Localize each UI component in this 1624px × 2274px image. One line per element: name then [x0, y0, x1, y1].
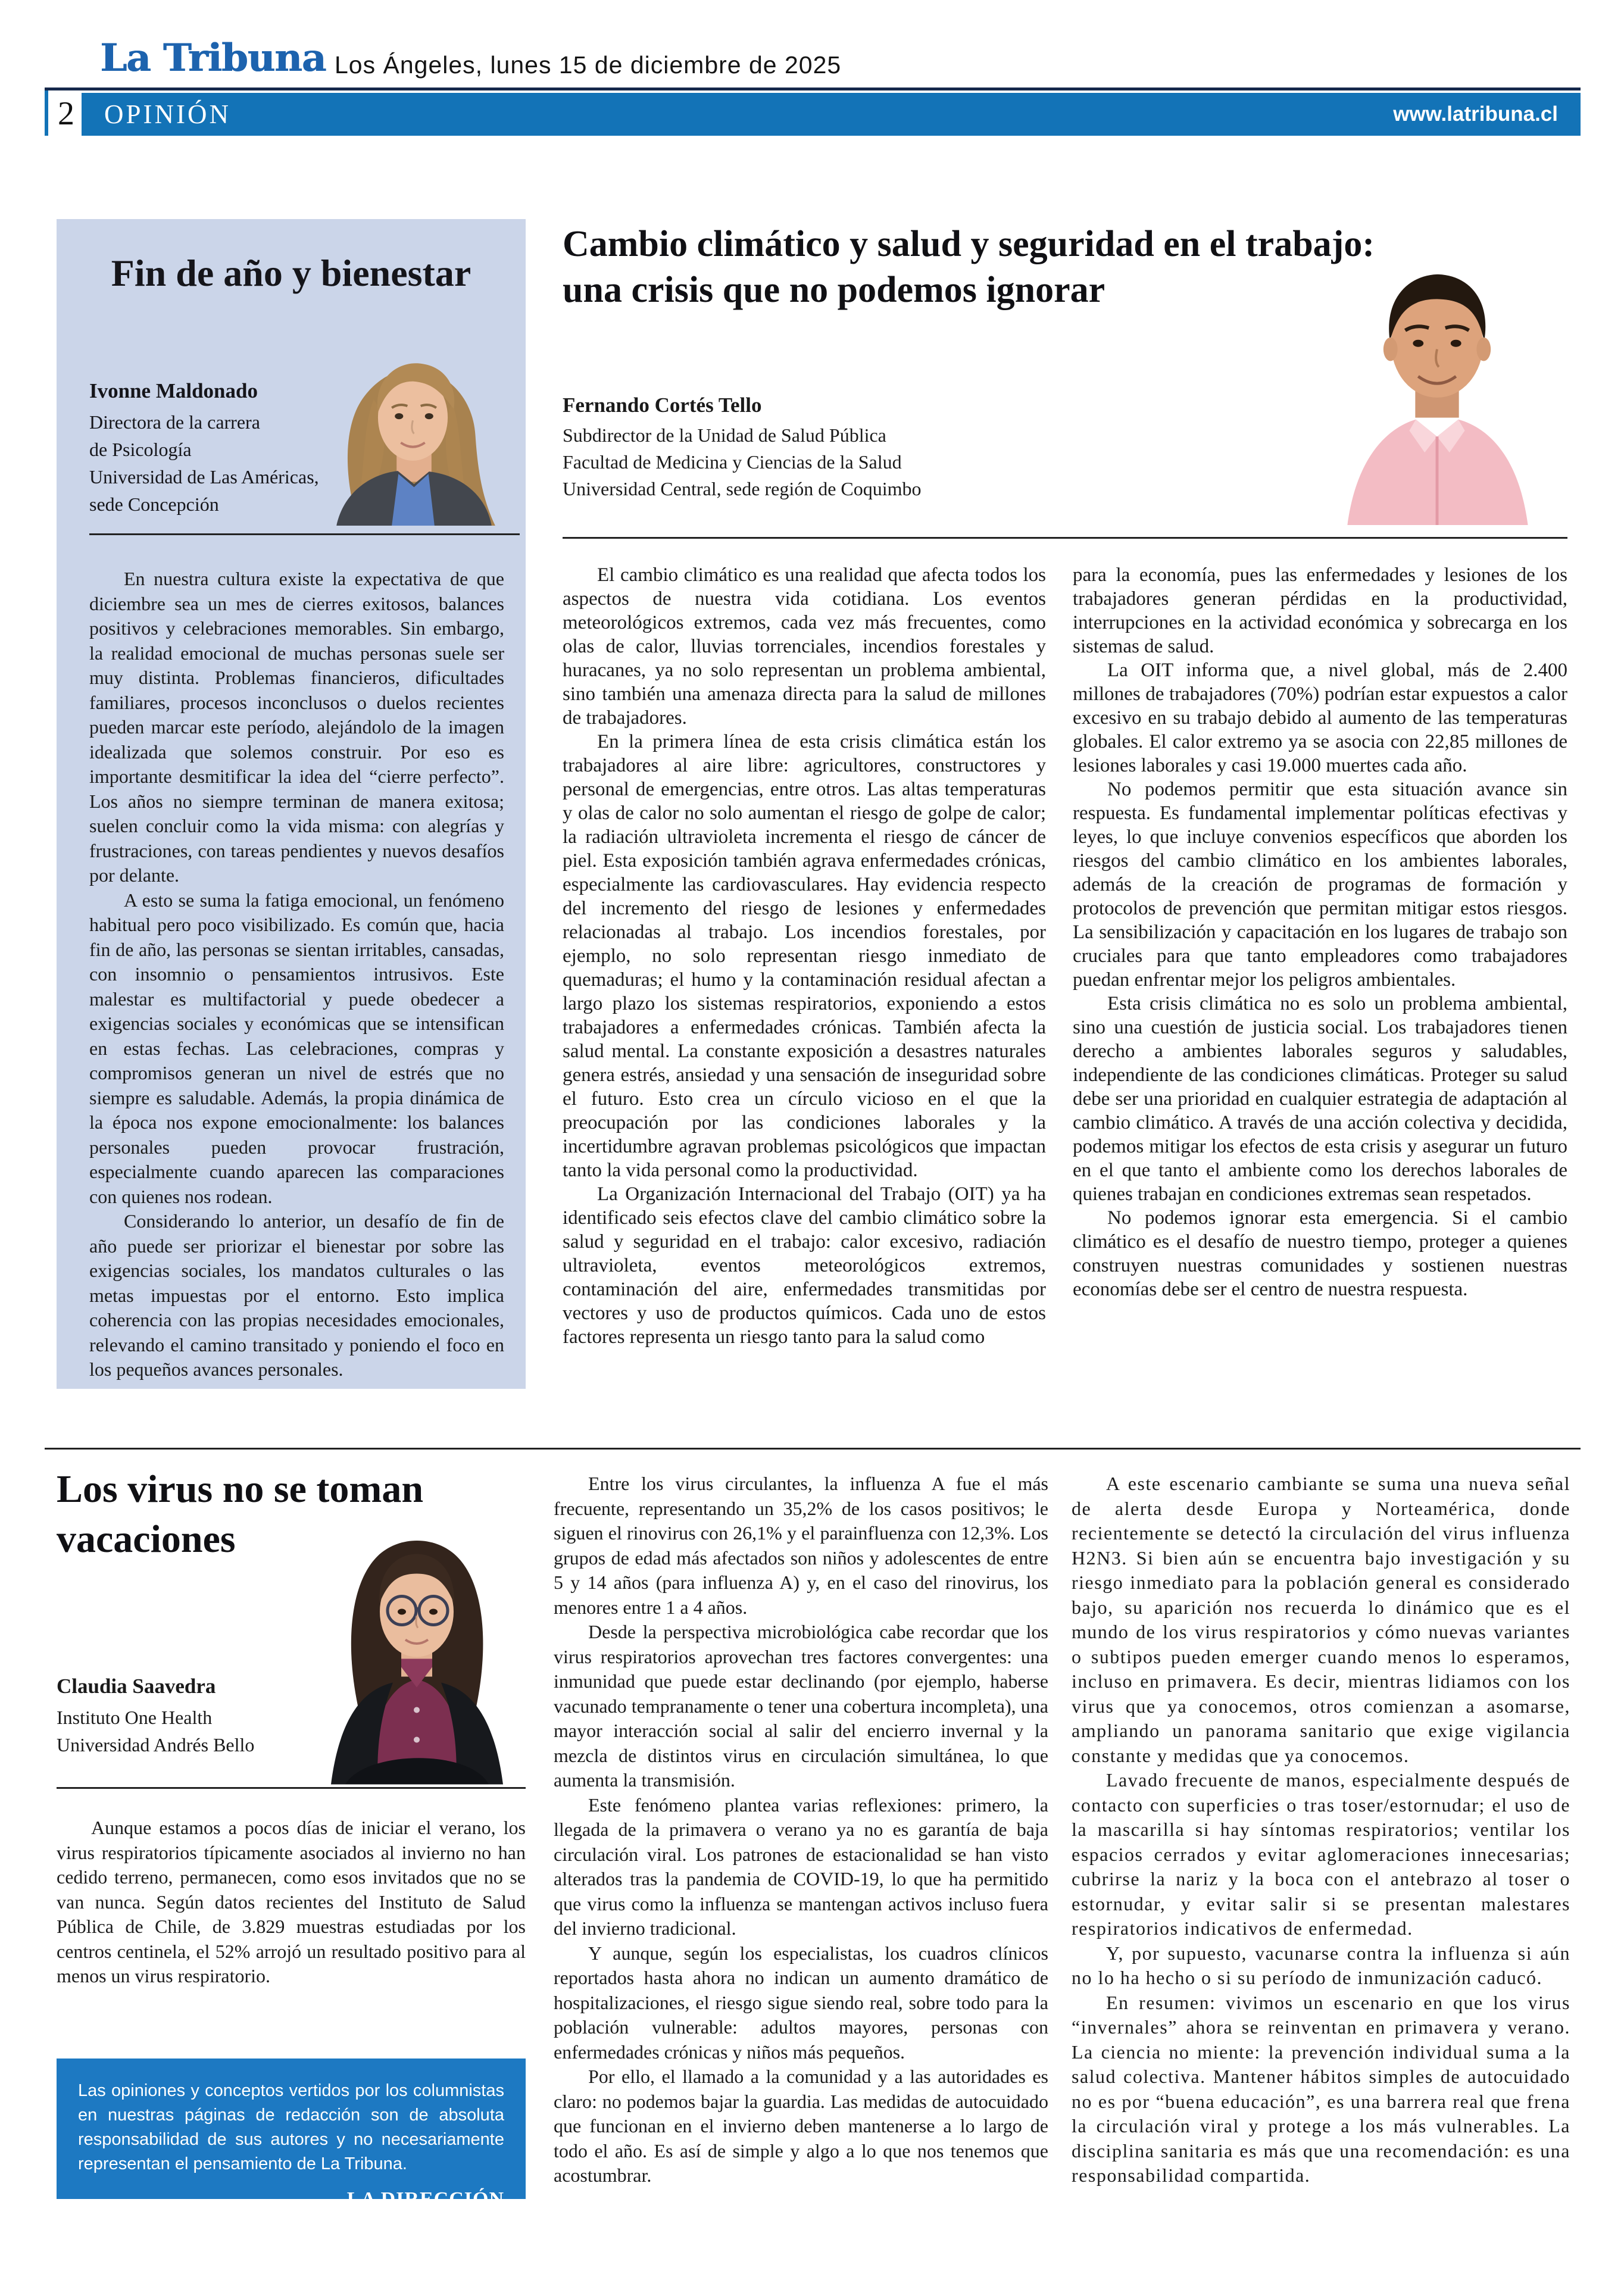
website-url: www.latribuna.cl — [1393, 102, 1558, 126]
body-paragraph: Aunque estamos a pocos días de iniciar el verano, los virus respiratorios típicamente asociados al invierno no han cedido terreno, permanecen, como esos invitados que no se van nunca. Según datos recientes del Instituto de Salud Pública de Chile, de 3.829 muestras estudiadas por los centros centinela, el 52% arrojó un resultado positivo para al menos un virus respiratorio. — [57, 1817, 526, 1986]
body-paragraph: Este fenómeno plantea varias reflexiones: primero, la llegada de la primavera o verano ya no es garantía de baja circulación viral. Los patrones de estacionalidad se han visto alterados tras la pandemia de COVID-19, lo que ha permitido que virus como la influenza se mantengan activos incluso fuera del invierno tradicional. — [554, 1794, 1048, 1939]
title-line: Los virus no se toman — [57, 1467, 424, 1511]
article-bienestar-title: Fin de año y bienestar — [111, 252, 471, 294]
author-name: Fernando Cortés Tello — [563, 393, 762, 417]
author-divider — [563, 537, 1567, 539]
body-paragraph: para la economía, pues las enfermedades y lesiones de los trabajadores generan pérdidas en la productividad, interrupciones en la actividad económica y sobrecarga en los sistemas de salud. — [1073, 564, 1567, 657]
author-photo-fernando-cortes — [1307, 260, 1567, 525]
author-role-line: Universidad de Las Américas, — [89, 466, 319, 488]
author-role-line: Instituto One Health — [57, 1707, 213, 1728]
author-role-line: Directora de la carrera — [89, 411, 260, 433]
author-role-line: Subdirector de la Unidad de Salud Pública — [563, 424, 886, 446]
section-bar — [82, 93, 1581, 136]
disclaimer-text: Las opiniones y conceptos vertidos por los columnistas en nuestras páginas de redacción son de absoluta responsabilidad de sus autores y no necesariamente representan el pensamiento de La Tribuna. — [78, 2081, 504, 2173]
header-divider — [45, 88, 1581, 90]
article-bienestar — [57, 219, 526, 1389]
body-paragraph: No podemos ignorar esta emergencia. Si el cambio climático es el desafío de nuestro tiempo, proteger a quienes construyen nuestras comunidades y sostienen nuestras economías debe ser el centro de nuestra respuesta. — [1073, 1207, 1567, 1300]
article-virus-column-1 — [57, 1816, 526, 1989]
body-paragraph: No podemos permitir que esta situación avance sin respuesta. Es fundamental implementar políticas efectivas y leyes, lo que incluye convenios específicos que aborden los riesgos del cambio climático en los ambientes laborales, además de la creación de programas de formación y protocolos de prevención que permitan mitigar estos riesgos. La sensibilización y capacitación en los lugares de trabajo son cruciales para que tanto empleadores como trabajadores puedan enfrentar mejor los peligros ambientales. — [1073, 779, 1567, 991]
title-line: una crisis que no podemos ignorar — [563, 270, 1105, 310]
title-line: vacaciones — [57, 1517, 236, 1561]
article-virus-column-3 — [1072, 1472, 1570, 2188]
title-line: Cambio climático y salud y seguridad en el trabajo: — [563, 224, 1375, 264]
date-line: Los Ángeles, lunes 15 de diciembre de 2025 — [335, 51, 842, 79]
article-clima-column-1 — [563, 563, 1046, 1349]
body-paragraph: Entre los virus circulantes, la influenza A fue el más frecuente, representando un 35,2% de los casos positivos; le siguen el rinovirus con 26,1% y el parainfluenza con 12,3%. Los grupos de edad más afectados son niños y adolescentes de entre 5 y 14 años (para influenza A) y, en el caso del rinovirus, los menores entre 1 a 4 años. — [554, 1473, 1048, 1618]
author-name: Claudia Saavedra — [57, 1675, 216, 1698]
article-clima-column-2 — [1073, 563, 1567, 1301]
body-paragraph: Por ello, el llamado a la comunidad y a las autoridades es claro: no podemos bajar la guardia. Las medidas de autocuidado que funcionan en el invierno deben mantenerse a lo largo de todo el año. Es así de simple y algo a lo que nos tenemos que acostumbrar. — [554, 2066, 1048, 2186]
author-name: Ivonne Maldonado — [89, 379, 258, 402]
article-bienestar-body — [89, 567, 504, 1382]
author-role-line: Universidad Central, sede región de Coquimbo — [563, 478, 922, 499]
body-paragraph: El cambio climático es una realidad que afecta todos los aspectos de nuestra vida cotidiana. Los eventos meteorológicos extremos, cada vez más frecuentes, como olas de calor, lluvias torrenciales, incendios forestales y huracanes, ya no solo representan un problema ambiental, sino también una amenaza directa para la salud de millones de trabajadores. — [563, 564, 1046, 729]
body-paragraph: En resumen: vivimos un escenario en que los virus “invernales” ahora se reinventan en primavera y verano. La ciencia no miente: la prevención individual suma a la salud colectiva. Mantener hábitos simples de autocuidado no es por “buena educación”, es una barrera real que frena la circulación viral y protege a los más vulnerables. La disciplina sanitaria es más que una recomendación: es una responsabilidad compartida. — [1072, 1991, 1570, 2186]
article-virus-column-2 — [554, 1472, 1048, 2188]
body-paragraph: Considerando lo anterior, un desafío de fin de año puede ser priorizar el bienestar por sobre las exigencias sociales, los mandatos culturales o las metas impuestas por el entorno. Esto implica coherencia con las propias necesidades emocionales, relevando el camino transitado y poniendo el foco en los pequeños avances personales. — [89, 1210, 504, 1380]
body-paragraph: A esto se suma la fatiga emocional, un fenómeno habitual pero poco visibilizado. Es común que, hacia fin de año, las personas se sientan irritables, cansadas, con insomnio o pensamientos intrusivos. Este malestar es multifactorial y puede obedecer a exigencias sociales y económicas que se intensifican en estas fechas. Las celebraciones, compras y compromisos generan un nivel de estrés que no siempre es saludable. Además, la propia dinámica de la época nos expone emocionalmente: los balances personales pueden provocar frustración, especialmente cuando aparecen las comparaciones con quienes nos rodean. — [89, 889, 504, 1207]
author-role-line: sede Concepción — [89, 493, 219, 515]
body-paragraph: Lavado frecuente de manos, especialmente después de contacto con superficies o tras toser/estornudar; el uso de la mascarilla si hay síntomas respiratorios; ventilar los espacios cerrados y evitar aglomeraciones innecesarias; cubrirse la nariz y la boca con el antebrazo al toser o estornudar, y evitar salir si se presentan malestares respiratorios indicativos de enfermedad. — [1072, 1769, 1570, 1939]
page-number: 2 — [58, 95, 74, 132]
article-bienestar-author — [89, 377, 319, 518]
body-paragraph: Y aunque, según los especialistas, los cuadros clínicos reportados hasta ahora no indican un aumento dramático de hospitalizaciones, el riesgo sigue siendo real, sobre todo para la población vulnerable: adultos mayores, personas con enfermedades crónicas y niños más pequeños. — [554, 1942, 1048, 2063]
author-divider — [89, 533, 520, 535]
author-role-line: Facultad de Medicina y Ciencias de la Salud — [563, 451, 902, 473]
body-paragraph: Y, por supuesto, vacunarse contra la influenza si aún no lo ha hecho o si su período de inmunización caducó. — [1072, 1942, 1570, 1988]
body-paragraph: En nuestra cultura existe la expectativa de que diciembre sea un mes de cierres exitosos, balances positivos y celebraciones memorables. Sin embargo, la realidad emocional de muchas personas suele ser muy distinta. Problemas financieros, dificultades familiares, procesos inconclusos o duelos recientes pueden marcar este período, alejándolo de la imagen idealizada que solemos construir. Por eso es importante desmitificar la idea del “cierre perfecto”. Los años no siempre terminan de manera exitosa; suelen concluir como la vida misma: con alegrías y frustraciones, con tareas pendientes y nuevos desafíos por delante. — [89, 568, 504, 886]
header-left-accent — [45, 90, 48, 136]
body-paragraph: En la primera línea de esta crisis climática están los trabajadores al aire libre: agricultores, constructores y personal de emergencias, entre otros. Las altas temperaturas y olas de calor no solo aumentan el riesgo de golpe de calor; la radiación ultravioleta incrementa el riesgo de cáncer de piel. Esta exposición también agrava enfermedades crónicas, especialmente las cardiovasculares. Hay evidencia respecto del incremento del riesgo de lesiones y enfermedades relacionadas al trabajo. Los incendios forestales, por ejemplo, no solo representan riesgo inmediato de quemaduras; el humo y la contaminación residual afectan a largo plazo los sistemas respiratorios, exponiendo a estos trabajadores a enfermedades crónicas. También afecta la salud mental. La constante exposición a desastres naturales genera estrés, ansiedad y una sensación de inseguridad sobre el futuro. Esto crea un círculo vicioso en el que la preocupación por las condiciones laborales y la incertidumbre agravan problemas psicológicos que impactan tanto la vida personal como la productividad. — [563, 731, 1046, 1181]
article-virus-author — [57, 1673, 254, 1758]
disclaimer-signature: LA DIRECCIÓN — [346, 2188, 504, 2210]
article-clima-author — [563, 392, 922, 502]
author-role-line: de Psicología — [89, 439, 192, 460]
author-role-line: Universidad Andrés Bello — [57, 1734, 255, 1756]
author-photo-claudia-saavedra — [308, 1512, 526, 1786]
editorial-disclaimer-box — [57, 2059, 526, 2210]
section-divider — [45, 1448, 1581, 1450]
author-photo-ivonne-maldonado — [301, 345, 524, 526]
section-title: OPINIÓN — [104, 99, 231, 129]
body-paragraph: La OIT informa que, a nivel global, más de 2.400 millones de trabajadores (70%) podrían estar expuestos a calor excesivo en su trabajo debido al aumento de las temperaturas globales. El calor extremo ya se asocia con 22,85 millones de lesiones laborales y casi 19.000 muertes cada año. — [1073, 660, 1567, 776]
author-divider — [57, 1787, 526, 1789]
body-paragraph: Desde la perspectiva microbiológica cabe recordar que los virus respiratorios aprovechan tres factores convergentes: una inmunidad que puede estar declinando (por ejemplo, haberse vacunado tempranamente o tener una cobertura incompleta), una mayor interacción social al salir del encierro invernal y la mezcla de distintos virus en circulación simultánea, lo que aumenta la transmisión. — [554, 1621, 1048, 1791]
body-paragraph: Esta crisis climática no es solo un problema ambiental, sino una cuestión de justicia social. Los trabajadores tienen derecho a ambientes laborales seguros y saludables, independiente de las condiciones climáticas. Proteger su salud debe ser una prioridad en cualquier estrategia de adaptación al cambio climático. A través de una acción colectiva y decidida, podemos mitigar los efectos de esta crisis y asegurar un futuro en el que tanto el ambiente como los derechos laborales de quienes trabajan en condiciones extremas sean respetados. — [1073, 993, 1567, 1205]
body-paragraph: A este escenario cambiante se suma una nueva señal de alerta desde Europa y Norteamérica, donde recientemente se detectó la circulación del virus influenza H2N3. Si bien aún se encuentra bajo investigación y su riesgo inmediato para la población general es considerado bajo, su aparición nos recuerda lo dinámico que es el mundo de los virus respiratorios y cómo nuevas variantes o subtipos pueden emerger cuando menos lo esperamos, incluso en primavera. Es decir, mientras lidiamos con los virus que ya conocemos, otros comienzan a asomarse, ampliando un panorama sanitario que exige vigilancia constante y medidas que ya conocemos. — [1072, 1473, 1570, 1766]
newspaper-logo: La Tribuna — [100, 36, 326, 80]
body-paragraph: La Organización Internacional del Trabajo (OIT) ya ha identificado seis efectos clave del cambio climático sobre la salud y seguridad en el trabajo: calor excesivo, radiación ultravioleta, eventos meteorológicos extremos, contaminación del aire, enfermedades transmitidas por vectores y uso de productos químicos. Cada uno de estos factores representa un riesgo tanto para la salud como — [563, 1183, 1046, 1348]
